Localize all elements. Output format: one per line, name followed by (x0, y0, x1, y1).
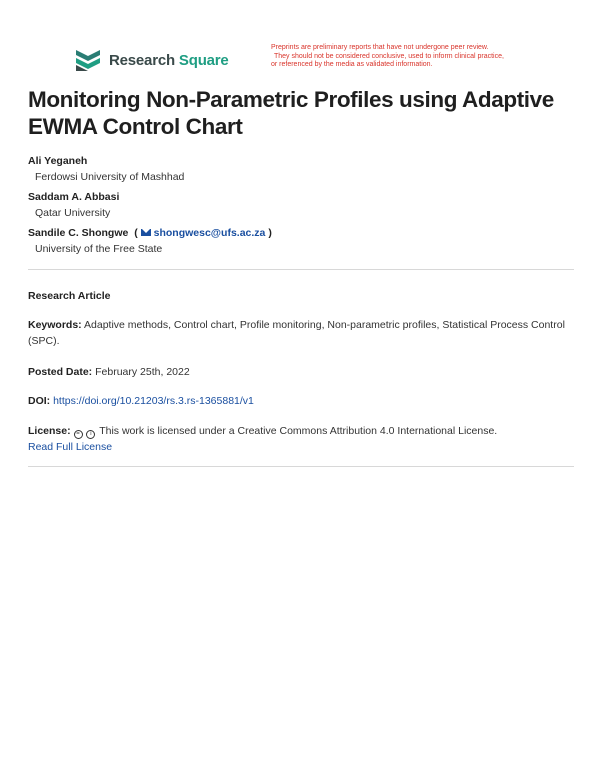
divider (28, 466, 574, 467)
author-affiliation: University of the Free State (35, 243, 163, 255)
author-affiliation: Ferdowsi University of Mashhad (35, 171, 185, 183)
author-affiliation: Qatar University (35, 207, 111, 219)
divider (28, 269, 574, 270)
cc-attribution-icon: i (86, 430, 95, 439)
preprint-disclaimer: Preprints are preliminary reports that have not undergone peer review. They should not be considered conclusive, used to inform clinical practice, or referenced by the media as validated information. (271, 44, 504, 69)
research-square-logo-icon (74, 48, 102, 72)
research-square-logo[interactable] (74, 48, 229, 72)
brand-name: Research Square (109, 51, 229, 69)
author-name-corresponding: Sandile C. Shongwe ( shongwesc@ufs.ac.za ) (28, 227, 272, 239)
paper-title: Monitoring Non-Parametric Profiles using Adaptive EWMA Control Chart (28, 87, 554, 139)
author-name: Ali Yeganeh (28, 155, 88, 167)
author-name: Saddam A. Abbasi (28, 191, 120, 203)
posted-date: Posted Date: February 25th, 2022 (28, 366, 190, 378)
mail-icon (141, 229, 151, 236)
header (0, 44, 600, 84)
cc-no-derivatives-icon: = (74, 430, 83, 439)
doi: DOI: https://doi.org/10.21203/rs.3.rs-1365881/v1 (28, 395, 254, 407)
read-full-license-link[interactable]: Read Full License (28, 440, 113, 453)
keywords: Keywords: Adaptive methods, Control chart, Profile monitoring, Non-parametric profiles, Statistical Process Control (SPC). (28, 319, 565, 347)
license: License: = i This work is licensed under a Creative Commons Attribution 4.0 International License. Read Full License (28, 425, 498, 453)
article-type: Research Article (28, 290, 111, 302)
author-email-link[interactable]: shongwesc@ufs.ac.za (141, 227, 266, 239)
doi-link[interactable]: https://doi.org/10.21203/rs.3.rs-1365881/v1 (53, 395, 254, 407)
author-list (28, 153, 576, 261)
